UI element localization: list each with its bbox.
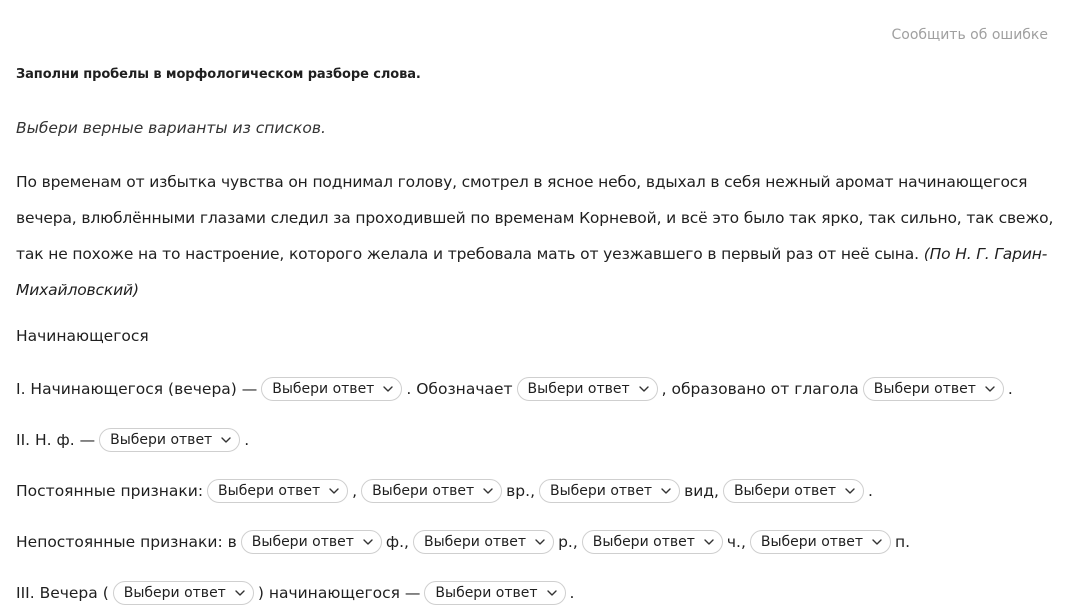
select-syntax-role[interactable] [424,581,565,605]
chevron-down-icon [532,534,548,550]
row-text: , образовано от глагола [661,380,859,398]
select-part-of-speech[interactable] [261,377,402,401]
select-label: Выбери ответ [760,534,863,550]
analysis-row-2 [16,427,249,453]
chevron-down-icon [636,381,652,397]
select-label: Выбери ответ [733,483,837,499]
row-text: . [868,482,873,500]
select-label: Выбери ответ [372,483,475,499]
row-text: Непостоянные признаки: в [16,533,237,551]
select-label: Выбери ответ [272,381,375,397]
passage-author: (По Н. Г. Гарин-Михайловский) [16,245,1048,299]
chevron-down-icon [380,381,396,397]
passage [16,164,1056,308]
report-error-link[interactable]: Сообщить об ошибке [891,27,1048,43]
select-aspect[interactable] [539,479,680,503]
select-number[interactable] [582,530,723,554]
select-label: Выбери ответ [527,381,630,397]
analysis-row-1 [16,376,1013,402]
chevron-down-icon [360,534,376,550]
row-text: II. Н. ф. — [16,431,96,449]
passage-text: По временам от избытка чувства он поднимал голову, смотрел в ясное небо, вдыхал в себя нежный аромат начинающегося вечера, влюблёнными глазами следил за проходившей по временам Корневой, и всё это было так ярко, так сильно, так свежо, так не похоже на то настроение, которого желала и требовала мать от уезжавшего в первый раз от неё сына. [16,173,1054,263]
analyzed-word: Начинающегося [16,327,149,345]
chevron-down-icon [218,432,234,448]
row-text: . [569,584,575,602]
row-text: . Обозначает [406,380,513,398]
row-text: . [244,431,250,449]
select-label: Выбери ответ [550,483,653,499]
analysis-row-4 [16,529,910,555]
select-case[interactable] [750,530,891,554]
select-label: Выбери ответ [218,483,321,499]
chevron-down-icon [842,483,858,499]
chevron-down-icon [232,585,248,601]
chevron-down-icon [869,534,885,550]
chevron-down-icon [326,483,342,499]
analysis-row-3 [16,478,873,504]
select-relation[interactable] [113,581,254,605]
select-label: Выбери ответ [873,381,976,397]
row-text: , [352,482,358,500]
select-label: Выбери ответ [123,585,226,601]
select-tense[interactable] [361,479,502,503]
select-source-verb[interactable] [863,377,1004,401]
analysis-row-5 [16,580,574,606]
row-text: п. [894,533,911,551]
row-text: . [1007,380,1013,398]
task-title: Заполни пробелы в морфологическом разборе слова. [16,67,421,82]
chevron-down-icon [982,381,998,397]
select-label: Выбери ответ [592,534,695,550]
row-text: ч., [726,533,746,551]
row-text: Постоянные признаки: [16,482,204,500]
select-label: Выбери ответ [110,432,213,448]
row-text: III. Вечера ( [16,584,109,602]
chevron-down-icon [658,483,674,499]
row-text: ф., [385,533,409,551]
select-constant-4[interactable] [723,479,864,503]
chevron-down-icon [544,585,560,601]
select-label: Выбери ответ [251,534,354,550]
row-text: вр., [506,482,535,500]
select-form[interactable] [241,530,382,554]
row-text: вид, [684,482,719,500]
select-label: Выбери ответ [435,585,538,601]
select-label: Выбери ответ [423,534,527,550]
chevron-down-icon [701,534,717,550]
task-instruction: Выбери верные варианты из списков. [16,119,326,137]
select-meaning[interactable] [517,377,658,401]
row-text: I. Начинающегося (вечера) — [16,380,258,398]
select-gender[interactable] [413,530,554,554]
chevron-down-icon [480,483,496,499]
select-constant-1[interactable] [207,479,348,503]
select-initial-form[interactable] [99,428,240,452]
row-text: ) начинающегося — [257,584,421,602]
row-text: р., [558,533,578,551]
